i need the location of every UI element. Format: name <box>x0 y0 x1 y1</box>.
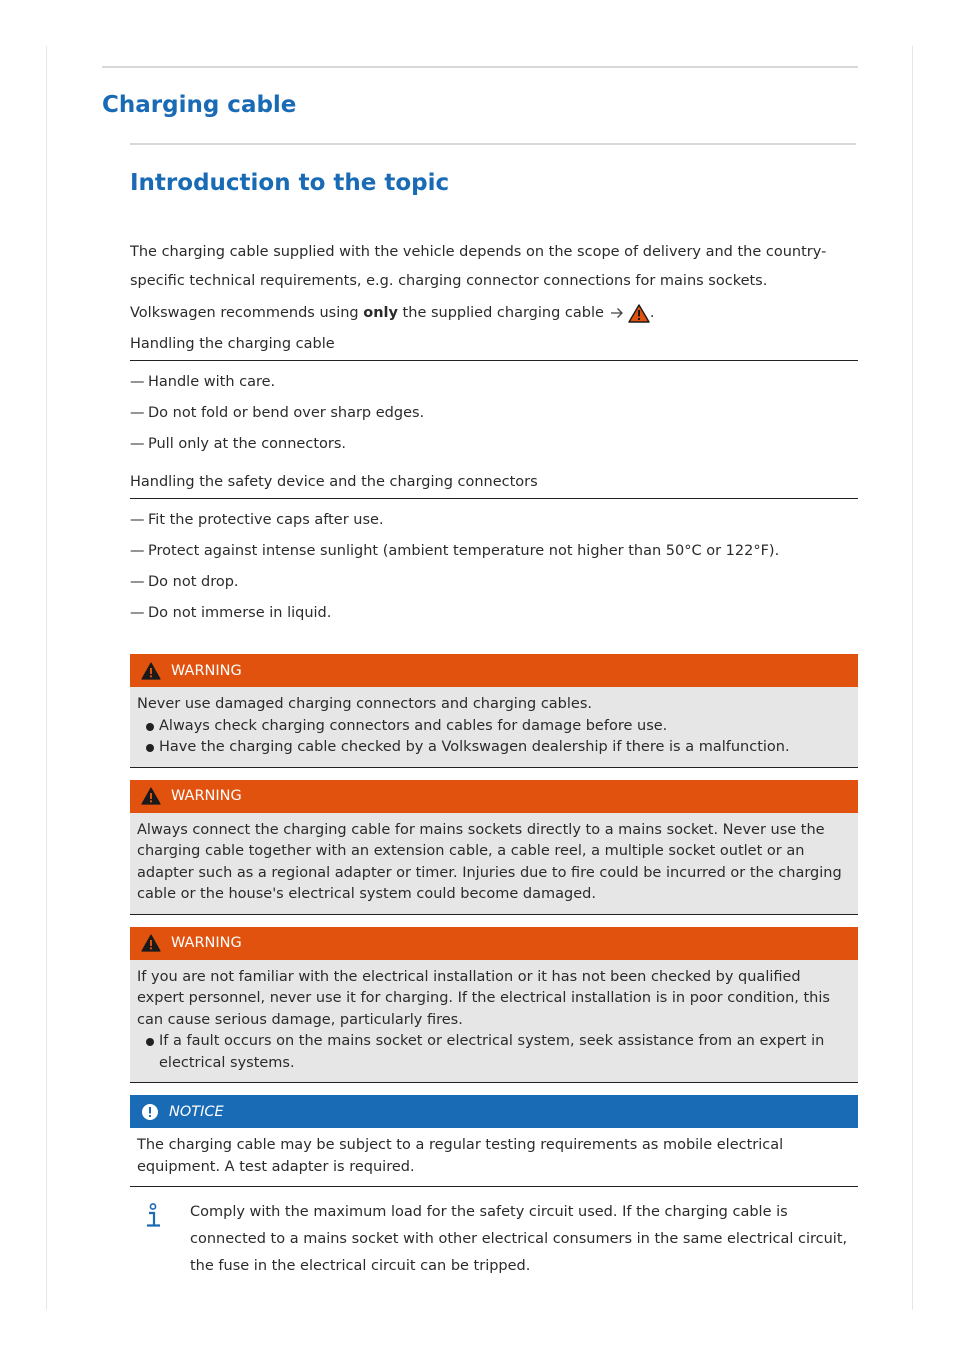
tip-text: Comply with the maximum load for the safety circuit used. If the charging cable is connected to a mains socket with other electrical consumers in the same electrical circuit, the fuse in the electrical circuit can be tripped. <box>190 1204 848 1274</box>
page-title: Charging cable <box>102 92 297 118</box>
handling-safety-heading: Handling the safety device and the charging connectors <box>130 469 858 499</box>
recommend-emphasis: only <box>363 305 398 321</box>
list-item: — Do not drop. <box>130 574 239 590</box>
section-title: Introduction to the topic <box>130 170 450 196</box>
list-item: Always check charging connectors and cables for damage before use. <box>137 716 850 738</box>
notice-box <box>130 1095 858 1187</box>
notice-text: The charging cable may be subject to a regular testing requirements as mobile electrical equipment. A test adapter is required. <box>137 1137 784 1175</box>
list-item: — Do not immerse in liquid. <box>130 605 332 621</box>
warning-body <box>130 813 858 915</box>
recommend-end: . <box>649 305 655 321</box>
warning-triangle-icon <box>628 304 650 323</box>
handling-cable-heading: Handling the charging cable <box>130 331 858 361</box>
section-divider <box>130 143 856 145</box>
warning-text: If you are not familiar with the electrical installation or it has not been checked by qualified expert personnel, never use it for charging. If the electrical installation is in poor condition, this can cause serious damage, particularly fires. <box>137 968 830 1028</box>
warning-label: WARNING <box>171 662 242 679</box>
warning-body <box>130 687 858 768</box>
list-item: — Do not fold or bend over sharp edges. <box>130 405 425 421</box>
info-tip <box>130 1199 858 1280</box>
warning-box-3 <box>130 927 858 1084</box>
warning-reference-link[interactable] <box>610 304 650 323</box>
list-item: — Protect against intense sunlight (ambient temperature not higher than 50°C or 122°F). <box>130 543 780 559</box>
notice-header <box>130 1095 858 1128</box>
warning-bullets <box>137 1031 850 1074</box>
warning-label: WARNING <box>171 935 242 951</box>
warning-label: WARNING <box>171 788 242 804</box>
intro-paragraph: The charging cable supplied with the vehicle depends on the scope of delivery and the country-specific technical requirements, e.g. charging connector connections for mains sockets. <box>130 244 827 289</box>
warning-body <box>130 960 858 1084</box>
warning-header <box>130 927 858 960</box>
warning-text: Never use damaged charging connectors and charging cables. <box>137 696 592 712</box>
warning-header <box>130 654 858 687</box>
main-content <box>130 238 858 1280</box>
arrow-right-icon <box>610 307 624 319</box>
warning-box-1 <box>130 654 858 768</box>
list-item: Have the charging cable checked by a Volkswagen dealership if there is a malfunction. <box>137 737 850 759</box>
top-divider <box>102 66 858 68</box>
warning-triangle-icon <box>141 934 161 952</box>
warning-bullets <box>137 716 850 759</box>
warning-triangle-icon <box>141 787 161 805</box>
info-icon <box>130 1199 190 1280</box>
notice-label: NOTICE <box>169 1103 224 1120</box>
exclamation-circle-icon <box>141 1103 159 1121</box>
warning-triangle-icon <box>141 662 161 680</box>
warning-box-2 <box>130 780 858 915</box>
list-item: — Pull only at the connectors. <box>130 436 347 452</box>
recommend-text-after: the supplied charging cable <box>397 305 604 321</box>
list-item: — Handle with care. <box>130 374 276 390</box>
recommend-text-before: Volkswagen recommends using <box>130 305 364 321</box>
notice-body <box>130 1128 858 1187</box>
recommend-paragraph <box>130 299 858 328</box>
handling-safety-list <box>130 505 858 629</box>
page-margin-right <box>912 46 913 1310</box>
warning-header <box>130 780 858 813</box>
list-item: If a fault occurs on the mains socket or electrical system, seek assistance from an expert in electrical systems. <box>137 1031 850 1074</box>
page-margin-left <box>46 46 47 1310</box>
warning-text: Always connect the charging cable for mains sockets directly to a mains socket. Never use the charging cable together with an extension cable, a cable reel, a multiple socket outlet or an adapter such as a regional adapter or timer. Injuries due to fire could be incurred or the charging cable or the house's electrical system could become damaged. <box>137 821 842 902</box>
handling-cable-list <box>130 367 858 460</box>
list-item: — Fit the protective caps after use. <box>130 512 384 528</box>
